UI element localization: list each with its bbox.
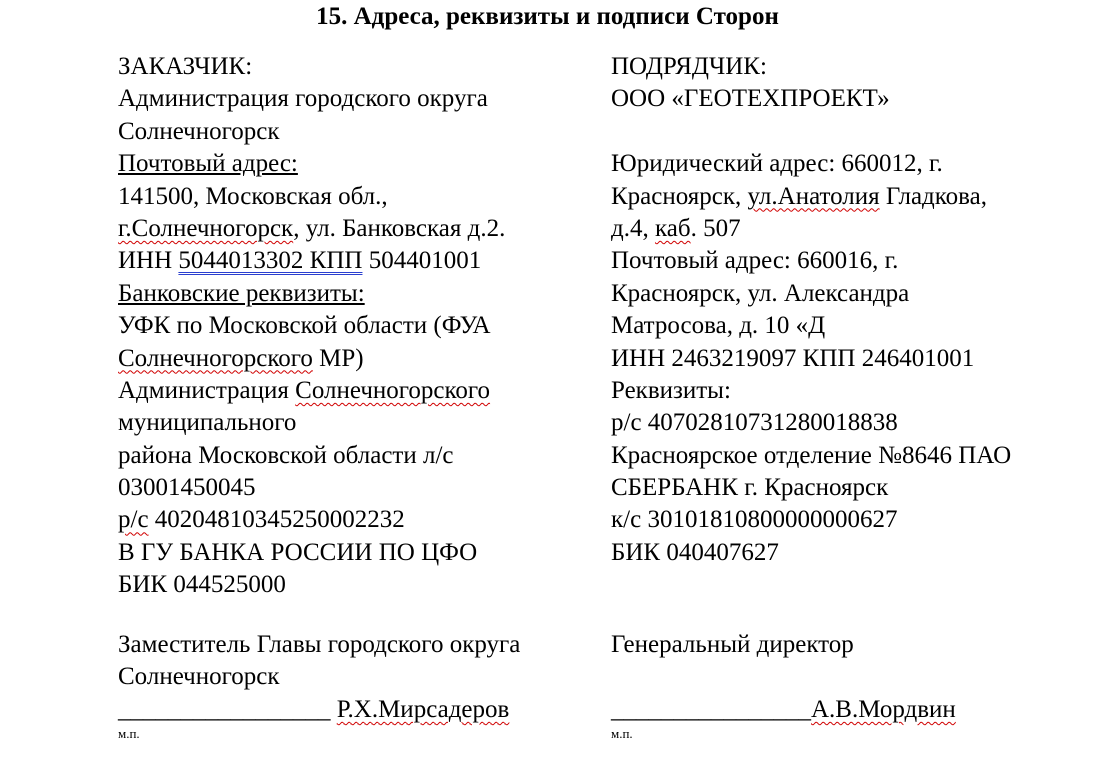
inn-grammar-flag: 5044013302 КПП (178, 247, 363, 275)
customer-signer-title-1: Заместитель Главы городского округа (118, 631, 521, 658)
contractor-signer-name: А.В.Мордвин (811, 696, 956, 723)
contractor-legal-line-3 (611, 213, 1095, 245)
customer-postal-label (118, 148, 588, 180)
contractor-column (611, 51, 1095, 569)
contractor-stamp-label: м.п. (611, 726, 633, 741)
postal-label-text: Почтовый адрес: (118, 150, 298, 178)
contractor-ks: к/с 30101810800000000627 (611, 506, 898, 534)
admin-spell-flag: Солнечногорского (295, 376, 491, 404)
customer-postal-line-1: 141500, Московская обл., (118, 182, 388, 210)
contractor-signature-rule: ________________ (611, 696, 811, 723)
legal-office: . 507 (690, 214, 741, 242)
contractor-postal-line-2: Красноярск, ул. Александра (611, 279, 910, 307)
customer-signature-rule: _________________ (118, 696, 331, 723)
customer-role: ЗАКАЗЧИК: (118, 53, 253, 80)
contractor-name: ООО «ГЕОТЕХПРОЕКТ» (611, 85, 890, 113)
customer-name-line-1: Администрация городского округа (118, 85, 488, 113)
customer-bank-line-2 (118, 343, 588, 375)
contractor-legal-line-1: Юридический адрес: 660012, г. (611, 150, 943, 178)
contractor-signer-title: Генеральный директор (611, 631, 854, 658)
rs-value: 40204810345250002232 (148, 506, 405, 534)
bank-spell-flag: Солнечногорского (118, 344, 313, 372)
legal-house: д.4, (611, 214, 655, 242)
contractor-details-label: Реквизиты: (611, 376, 731, 404)
customer-signer-title-2: Солнечногорск (118, 663, 280, 690)
customer-postal-line-2 (118, 213, 588, 245)
customer-signature-line (118, 694, 509, 726)
contractor-inn-kpp: ИНН 2463219097 КПП 246401001 (611, 344, 975, 372)
contractor-postal-line-1: Почтовый адрес: 660016, г. (611, 247, 899, 275)
customer-rs-account (118, 504, 588, 536)
admin-text: Администрация (118, 376, 296, 404)
section-heading: 15. Адреса, реквизиты и подписи Сторон (316, 3, 779, 30)
bank-label-text: Банковские реквизиты: (118, 279, 365, 307)
customer-column (118, 51, 588, 602)
bank-mr-text: МР) (312, 344, 364, 372)
contractor-signature-line (611, 694, 956, 726)
customer-signer-name: Р.Х.Мирсадеров (336, 696, 510, 723)
customer-ls-account: 03001450045 (118, 474, 256, 502)
legal-street: Гладкова, (879, 182, 987, 210)
customer-inn-kpp (118, 245, 588, 277)
customer-admin-line-1 (118, 375, 588, 407)
kpp-value: 504401001 (362, 247, 482, 275)
customer-bik: БИК 044525000 (118, 571, 286, 599)
customer-bank-name: В ГУ БАНКА РОССИИ ПО ЦФО (118, 538, 478, 566)
contractor-postal-line-3: Матросова, д. 10 «Д (611, 312, 826, 340)
contractor-bank-line-2: СБЕРБАНК г. Красноярск (611, 474, 889, 502)
customer-bank-line-1: УФК по Московской области (ФУА (118, 312, 491, 340)
street-spell-flag: ул.Анатолия (747, 182, 880, 210)
customer-admin-line-3: района Московской области л/с (118, 441, 454, 469)
inn-label: ИНН (118, 247, 179, 275)
street-text: , ул. Банковская д.2. (293, 214, 506, 242)
contractor-rs: р/с 40702810731280018838 (611, 409, 898, 437)
rs-spell-flag: р/с (118, 506, 149, 534)
customer-admin-line-2: муниципального (118, 409, 297, 437)
customer-stamp-label: м.п. (118, 726, 140, 741)
contractor-bik: БИК 040407627 (611, 538, 779, 566)
customer-bank-label (118, 278, 588, 310)
legal-city: Красноярск, (611, 182, 748, 210)
office-spell-flag: каб (654, 214, 691, 242)
contractor-legal-line-2 (611, 181, 1095, 213)
contractor-bank-line-1: Красноярское отделение №8646 ПАО (611, 441, 1012, 469)
city-spell-flag: г.Солнечногорск (118, 214, 294, 242)
blank-line (611, 116, 1095, 148)
contractor-role: ПОДРЯДЧИК: (611, 53, 767, 80)
customer-name-line-2: Солнечногорск (118, 117, 280, 145)
